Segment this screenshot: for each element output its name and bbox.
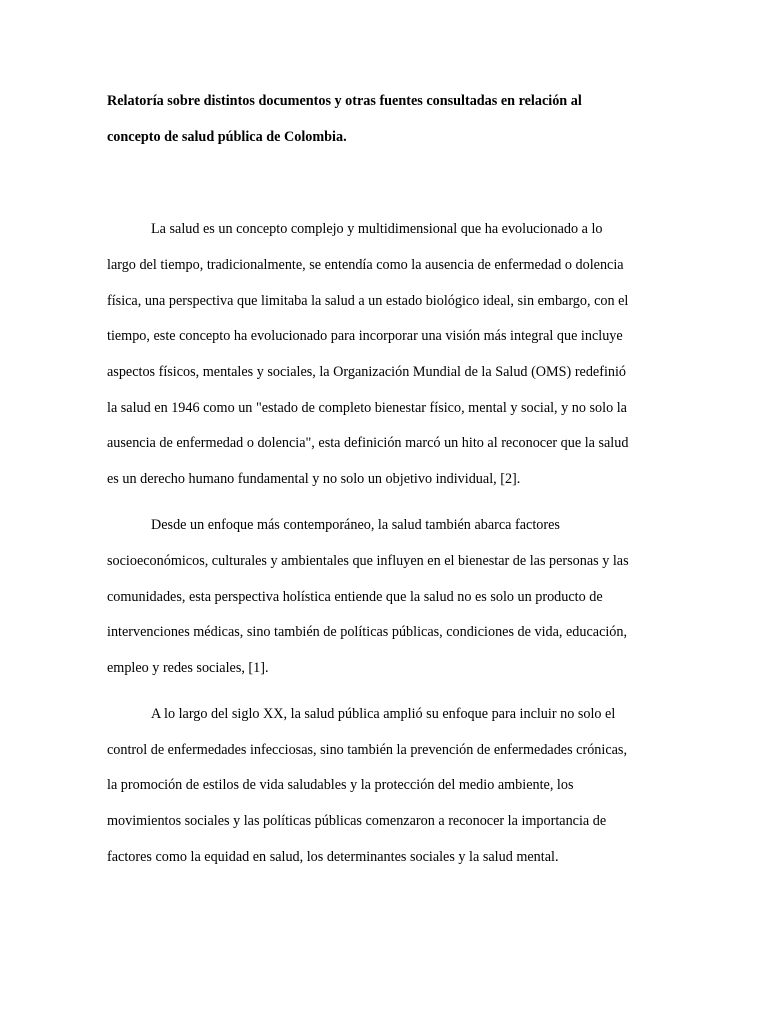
paragraph-2-line: intervenciones médicas, sino también de políticas públicas, condiciones de vida, educación,	[107, 624, 628, 640]
paragraph-3-line: control de enfermedades infecciosas, sino también la prevención de enfermedades crónicas,	[107, 742, 627, 758]
paragraph-2-line: comunidades, esta perspectiva holística entiende que la salud no es solo un producto de	[107, 589, 603, 605]
paragraph-1-line: física, una perspectiva que limitaba la salud a un estado biológico ideal, sin embargo, con el	[107, 293, 629, 309]
paragraph-2-line: Desde un enfoque más contemporáneo, la salud también abarca factores	[151, 517, 560, 533]
paragraph-1-line: aspectos físicos, mentales y sociales, la Organización Mundial de la Salud (OMS) redefinió	[107, 364, 627, 380]
paragraph-3-line: factores como la equidad en salud, los determinantes sociales y la salud mental.	[107, 849, 559, 865]
paragraph-3-line: A lo largo del siglo XX, la salud pública amplió su enfoque para incluir no solo el	[151, 706, 616, 722]
paragraph-2-line: socioeconómicos, culturales y ambientales que influyen en el bienestar de las personas y las	[107, 553, 629, 569]
paragraph-2-line: empleo y redes sociales, [1].	[107, 660, 269, 676]
document-title-line-2: concepto de salud pública de Colombia.	[107, 129, 347, 145]
paragraph-3-line: movimientos sociales y las políticas públicas comenzaron a reconocer la importancia de	[107, 813, 607, 829]
paragraph-1-line: largo del tiempo, tradicionalmente, se entendía como la ausencia de enfermedad o dolencia	[107, 257, 624, 273]
paragraph-1-line: la salud en 1946 como un "estado de completo bienestar físico, mental y social, y no solo la	[107, 400, 627, 416]
paragraph-1-line: La salud es un concepto complejo y multidimensional que ha evolucionado a lo	[151, 221, 603, 237]
paragraph-1-line: tiempo, este concepto ha evolucionado para incorporar una visión más integral que incluye	[107, 328, 623, 344]
paragraph-1-line: ausencia de enfermedad o dolencia", esta definición marcó un hito al reconocer que la salud	[107, 435, 629, 451]
paragraph-1-line: es un derecho humano fundamental y no solo un objetivo individual, [2].	[107, 471, 521, 487]
document-title-line-1: Relatoría sobre distintos documentos y otras fuentes consultadas en relación al	[107, 93, 582, 109]
paragraph-3-line: la promoción de estilos de vida saludables y la protección del medio ambiente, los	[107, 777, 574, 793]
